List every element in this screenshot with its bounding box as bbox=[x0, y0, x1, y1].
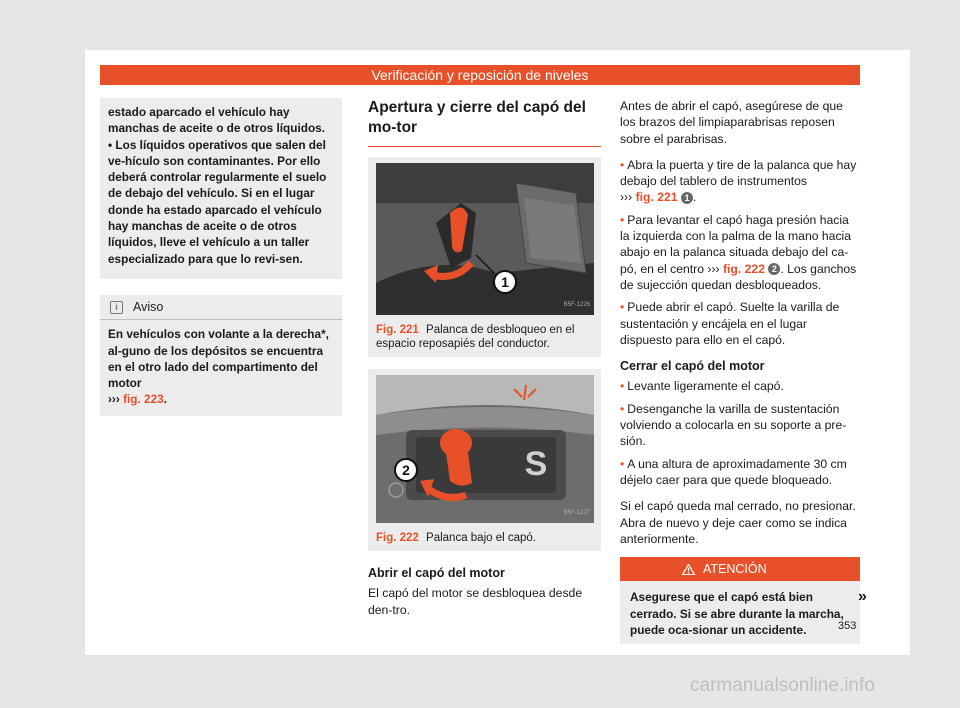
figure-callout-1: 1 bbox=[501, 274, 509, 290]
fig-223-link[interactable]: fig. 223 bbox=[123, 392, 164, 407]
figure-callout-2: 2 bbox=[402, 462, 410, 478]
step-3-text: Puede abrir el capó. Suelte la varilla de sustentación y encájela en el lugar dispuesto para ello en el capó. bbox=[620, 300, 840, 347]
figure-caption-text: Palanca de desbloqueo en el espacio reposapiés del conductor. bbox=[376, 324, 575, 350]
fig-221-link[interactable]: fig. 221 bbox=[635, 190, 678, 205]
column-left bbox=[100, 98, 342, 416]
column-middle bbox=[368, 98, 601, 628]
close-step-1-text: Levante ligeramente el capó. bbox=[627, 379, 784, 394]
step-2-text: Para levantar el capó haga presión hacia la izquierda con la palma de la mano hacia abajo en la palanca situada debajo del ca-pó, en el centro bbox=[620, 212, 852, 276]
page-number: 353 bbox=[838, 620, 857, 632]
ref-arrow: ››› bbox=[707, 261, 720, 276]
chapter-header: Verificación y reposición de niveles bbox=[100, 65, 860, 85]
close-step-3-text: A una altura de aproximadamente 30 cm déjelo caer para que quede bloqueado. bbox=[620, 456, 847, 487]
note-text: estado aparcado el vehículo hay manchas de aceite o de otros líquidos. bbox=[108, 105, 325, 136]
svg-text:S: S bbox=[524, 445, 548, 483]
figure-caption bbox=[368, 309, 601, 357]
figure-number: Fig. 221 bbox=[376, 324, 419, 336]
aviso-text: En vehículos con volante a la derecha*, al-guno de los depósitos se encuentra en el otro lado del compartimento del motor bbox=[108, 327, 329, 391]
aviso-body bbox=[100, 320, 342, 415]
image-code: B5F-1227 bbox=[563, 509, 590, 516]
warning-triangle-icon bbox=[682, 564, 695, 575]
aviso-title: Aviso bbox=[133, 299, 164, 314]
note-bullet: • Los líquidos operativos que salen del ve-hículo son contaminantes. Por ello deberá controlar regularmente el suelo de debajo del vehículo. Si en el lugar donde ha estado aparcado el vehículo hay manchas de aceite o de otros líquidos, lleve el vehículo a un taller especializado para que lo revi-sen. bbox=[108, 137, 334, 267]
open-hood-text: El capó del motor se desbloquea desde den-tro. bbox=[368, 586, 583, 617]
figure-221 bbox=[368, 157, 601, 357]
close-step-2-text: Desenganche la varilla de sustentación volviendo a colocarla en su soporte a pre-sión. bbox=[620, 401, 847, 449]
fig-222-link[interactable]: fig. 222 bbox=[722, 261, 765, 276]
warning-text: Asegurese que el capó está bien cerrado. Si se abre durante la marcha, puede oca-sionar un accidente. bbox=[630, 590, 844, 638]
step-1-end: . bbox=[692, 190, 697, 205]
step-2: • Para levantar el capó haga presión hacia la izquierda con la palma de la mano hacia abajo en la palanca situada debajo del ca-pó, en el centro ››› fig. 222 2 . Los ganchos de sujección quedan desbloqueados. bbox=[620, 212, 857, 292]
warning-header bbox=[620, 557, 860, 581]
open-hood-heading: Abrir el capó del motor bbox=[368, 566, 505, 580]
warning-title: ATENCIÓN bbox=[703, 562, 767, 577]
footwell-illustration bbox=[376, 163, 594, 315]
hood-lever-image bbox=[376, 375, 594, 523]
close-step-3: • A una altura de aproximadamente 30 cm déjelo caer para que quede bloqueado. bbox=[620, 456, 847, 487]
callout-badge-2: 2 bbox=[768, 263, 780, 275]
figure-caption-text: Palanca bajo el capó. bbox=[426, 532, 536, 544]
intro-text: Antes de abrir el capó, asegúrese de que los brazos del limpiaparabrisas reposen sobre el parabrisas. bbox=[620, 99, 843, 146]
figure-222 bbox=[368, 369, 601, 551]
ref-arrow: ››› bbox=[620, 190, 633, 205]
column-right bbox=[620, 98, 860, 644]
warning-box bbox=[620, 557, 860, 644]
ref-arrow: ››› bbox=[108, 392, 120, 407]
aviso-header bbox=[100, 295, 342, 320]
image-code: B5F-1226 bbox=[563, 301, 590, 308]
close-hood-heading: Cerrar el capó del motor bbox=[620, 359, 765, 374]
step-1-text: Abra la puerta y tire de la palanca que hay debajo del tablero de instrumentos bbox=[620, 157, 857, 189]
step-3: • Puede abrir el capó. Suelte la varilla de sustentación y encájela en el lugar dispuesto para ello en el capó. bbox=[620, 300, 840, 347]
hood-illustration bbox=[376, 375, 594, 523]
close-step-2: • Desenganche la varilla de sustentación volviendo a colocarla en su soporte a pre-sión. bbox=[620, 401, 847, 449]
continue-mark: » bbox=[858, 588, 867, 605]
callout-badge-1: 1 bbox=[681, 192, 693, 204]
note-text: Si el capó queda mal cerrado, no presionar. Abra de nuevo y deje caer como se indica anteriormente. bbox=[620, 499, 856, 546]
note-box bbox=[100, 98, 342, 279]
figure-number: Fig. 222 bbox=[376, 532, 419, 544]
section-title: Apertura y cierre del capó del mo-tor bbox=[368, 98, 601, 147]
close-step-1: • Levante ligeramente el capó. bbox=[620, 379, 784, 394]
footwell-lever-image bbox=[376, 163, 594, 315]
step-2-end: . Los ganchos de sujección quedan desbloqueados. bbox=[620, 261, 857, 292]
step-1: • Abra la puerta y tire de la palanca que hay debajo del tablero de instrumentos ››› fig. 221 1 . bbox=[620, 157, 857, 205]
aviso-box bbox=[100, 295, 342, 416]
info-icon: i bbox=[110, 301, 123, 314]
watermark: carmanualsonline.info bbox=[690, 675, 875, 696]
aviso-end: . bbox=[163, 392, 168, 407]
